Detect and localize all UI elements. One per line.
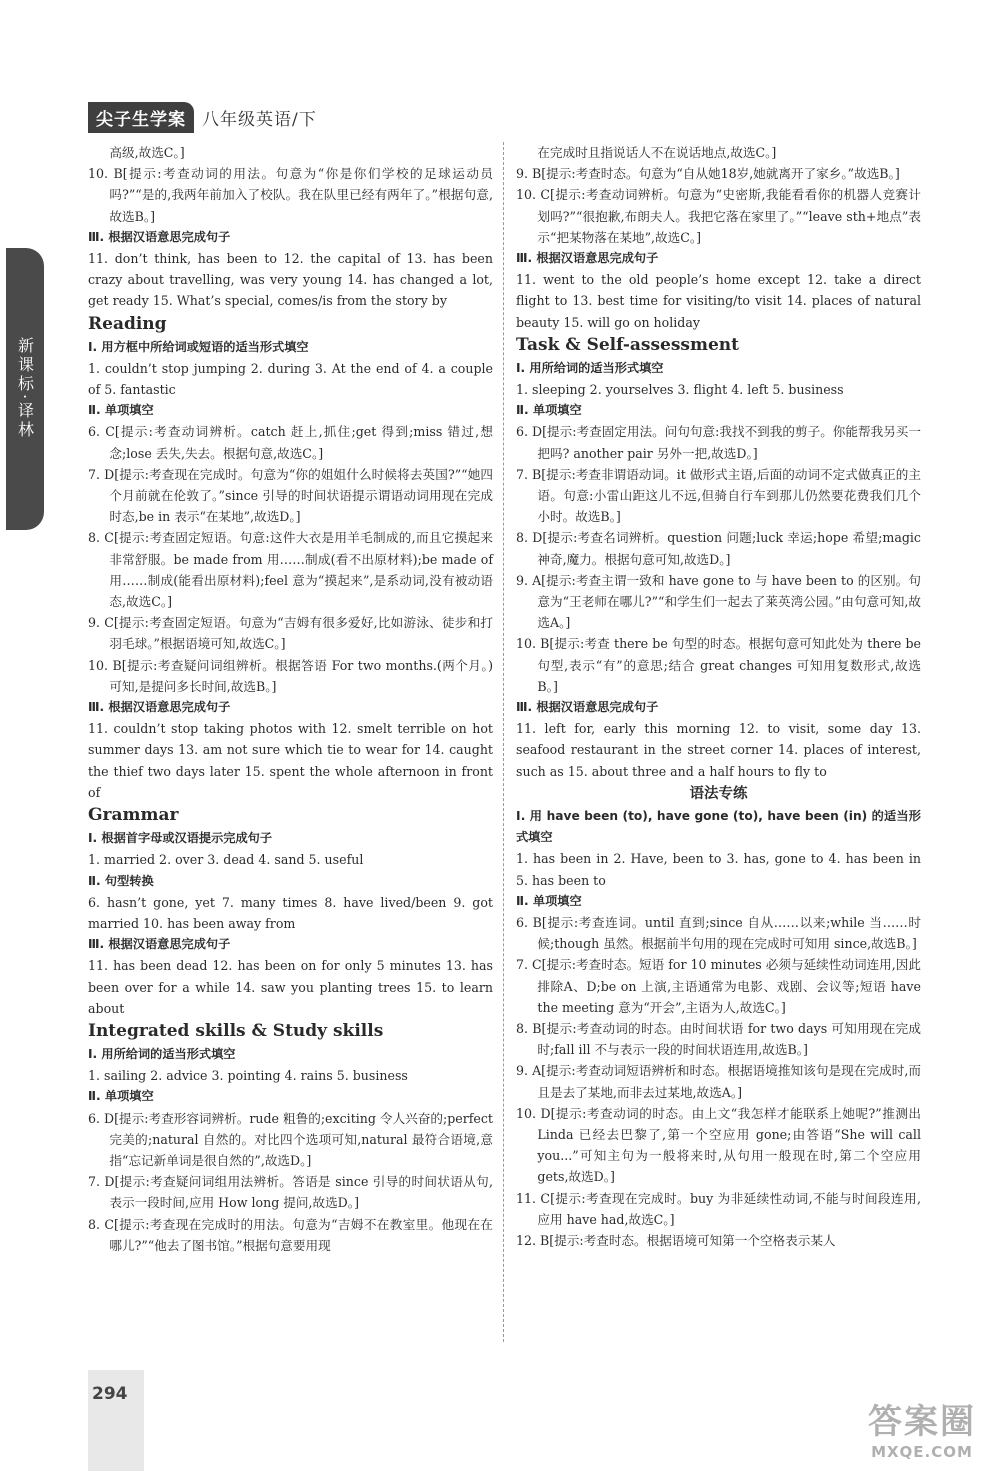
section-title: 语法专练 (689, 785, 748, 802)
exercise-heading: Ⅱ. 单项填空 (88, 1089, 154, 1104)
answer-list: 6. hasn’t gone, yet 7. many times 8. have lived/been 9. got married 10. has been away from (88, 894, 493, 931)
exercise-heading: Ⅲ. 根据汉语意思完成句子 (516, 251, 659, 266)
answer-list: 1. couldn’t stop jumping 2. during 3. At the end of 4. a couple of 5. fantastic (88, 360, 493, 398)
answer-item: 8. C[提示:考查现在完成时的用法。句意为“吉姆不在教室里。他现在在哪儿?”“他去了图书馆。”根据句意要用现 (88, 1216, 493, 1253)
answer-list: 11. don’t think, has been to 12. the capital of 13. has been crazy about travelling, was very young 14. has changed a lot, get ready 15. What’s special, comes/is from the story by (88, 251, 493, 309)
watermark-logo (868, 1394, 976, 1461)
section-title: Grammar (88, 805, 179, 826)
exercise-heading: Ⅰ. 用所给词的适当形式填空 (88, 1046, 236, 1061)
answer-item: 8. B[提示:考查动词的时态。由时间状语 for two days 可知用现在完成时;fall ill 不与表示一段的时间状语连用,故选B。] (516, 1020, 921, 1058)
answer-item: 8. C[提示:考查固定短语。句意:这件大衣是用羊毛制成的,而且它摸起来非常舒服。be made from 用……制成(看不出原材料);be made of 用……制成(能看出原材料);feel 意为“摸起来”,是系动词,没有被动语态,故选C。] (88, 530, 493, 610)
answer-item: 10. B[提示:考查 there be 句型的时态。根据句意可知此处为 there be 句型,表示“有”的意思;结合 great changes 可知用复数形式,故选B。] (516, 636, 921, 694)
answer-item: 10. B[提示:考查动词的用法。句意为“你是你们学校的足球运动员吗?”“是的,我两年前加入了校队。我在队里已经有两年了。”根据句意,故选B。] (88, 166, 493, 224)
answer-list: 1. has been in 2. Have, been to 3. has, gone to 4. has been in 5. has been to (516, 851, 921, 888)
answer-list: 1. married 2. over 3. dead 4. sand 5. useful (88, 852, 364, 868)
answer-item: 6. D[提示:考查固定用法。问句句意:我找不到我的剪子。你能帮我另买一把吗? another pair 另外一把,故选D。] (516, 424, 921, 461)
answer-item: 7. C[提示:考查时态。短语 for 10 minutes 必须与延续性动词连用,因此排除A、D;be on 上演,主语通常为电影、戏剧、会议等;短语 have the meeting 意为“开会”,主语为人,故选C。] (516, 957, 921, 1015)
answer-list: 1. sailing 2. advice 3. pointing 4. rains 5. business (88, 1068, 408, 1084)
answer-item: 10. D[提示:考查动词的时态。由上文“我怎样才能联系上她呢?”推测出 Linda 已经去巴黎了,第一个空应用 gone;由答语“She will call you...”可知主句为一般将来时,从句用一般现在时,第二个空应用 gets,故选D。] (516, 1105, 921, 1185)
answer-list: 11. went to the old people’s home except 12. take a direct flight to 13. best time for visiting/to visit 14. places of natural beauty 15. will go on holiday (516, 272, 921, 330)
answer-item: 6. D[提示:考查形容词辨析。rude 粗鲁的;exciting 令人兴奋的;perfect 完美的;natural 自然的。对比四个选项可知,natural 最符合语境,意指“忘记新单词是很自然的”,故选D。] (88, 1110, 493, 1168)
continued-text: 高级,故选C。] (109, 145, 185, 160)
answer-item: 10. C[提示:考查动词辨析。句意为“史密斯,我能看看你的机器人竞赛计划吗?”“很抱歉,布朗夫人。我把它落在家里了。”“leave sth+地点”表示“把某物落在某地”,故选C。] (516, 187, 921, 245)
section-title: Reading (88, 313, 167, 334)
answer-item: 9. B[提示:考查时态。句意为“自从她18岁,她就离开了家乡。”故选B。] (516, 166, 900, 182)
exercise-heading: Ⅰ. 用方框中所给词或短语的适当形式填空 (88, 339, 309, 354)
answer-item: 8. D[提示:考查名词辨析。question 问题;luck 幸运;hope 希望;magic 神奇,魔力。根据句意可知,故选D。] (516, 530, 921, 567)
exercise-heading: Ⅰ. 根据首字母或汉语提示完成句子 (88, 831, 273, 846)
exercise-heading: Ⅲ. 根据汉语意思完成句子 (88, 937, 231, 952)
watermark-url: MXQE.COM (871, 1443, 973, 1461)
answer-item: 7. B[提示:考查非谓语动词。it 做形式主语,后面的动词不定式做真正的主语。句意:小雷山距这儿不远,但骑自行车到那儿仍然要花费我们几个小时。故选B。] (516, 466, 921, 525)
answer-item: 12. B[提示:考查时态。根据语境可知第一个空格表示某人 (516, 1232, 836, 1248)
exercise-heading: Ⅰ. 用 have been (to), have gone (to), have been (in) 的适当形式填空 (516, 808, 921, 845)
continued-text: 在完成时且指说话人不在说话地点,故选C。] (537, 145, 777, 160)
answer-list: 11. has been dead 12. has been on for only 5 minutes 13. has been over for a while 14. saw you planting trees 15. to learn about (88, 958, 493, 1016)
exercise-heading: Ⅲ. 根据汉语意思完成句子 (516, 700, 659, 715)
answer-item: 7. D[提示:考查现在完成时。句意为“你的姐姐什么时候将去英国?”“她四个月前就在伦敦了。”since 引导的时间状语提示谓语动词用现在完成时态,be in 表示“在某地”,故选D。] (88, 466, 493, 525)
page-number: 294 (92, 1384, 128, 1404)
exercise-heading: Ⅲ. 根据汉语意思完成句子 (88, 229, 231, 244)
answer-item: 9. C[提示:考查固定短语。句意为“吉姆有很多爱好,比如游泳、徒步和打羽毛球。”根据语境可知,故选C。] (88, 615, 493, 652)
exercise-heading: Ⅱ. 句型转换 (88, 873, 154, 888)
exercise-heading: Ⅱ. 单项填空 (88, 403, 154, 418)
section-title: Integrated skills & Study skills (88, 1020, 384, 1041)
column-divider (503, 142, 504, 1342)
exercise-heading: Ⅰ. 用所给词的适当形式填空 (516, 360, 664, 375)
watermark-text: 答案圈 (868, 1402, 976, 1442)
exercise-heading: Ⅱ. 单项填空 (516, 403, 582, 418)
brand-label: 尖子生学案 (88, 102, 194, 133)
page-header (88, 102, 317, 133)
side-tab: 新课标·译林 (6, 248, 44, 530)
answer-item: 9. A[提示:考查动词短语辨析和时态。根据语境推知该句是现在完成时,而且是去了某地,而非去过某地,故选A。] (516, 1063, 921, 1100)
answer-list: 1. sleeping 2. yourselves 3. flight 4. left 5. business (516, 382, 844, 398)
left-column (88, 142, 493, 1256)
answer-item: 9. A[提示:考查主谓一致和 have gone to 与 have been to 的区别。句意为“王老师在哪儿?”“和学生们一起去了莱英湾公园。”由句意可知,故选A。] (516, 572, 921, 631)
answer-item: 6. B[提示:考查连词。until 直到;since 自从……以来;while 当……时候;though 虽然。根据前半句用的现在完成时可知用 since,故选B。] (516, 914, 921, 952)
answer-list: 11. couldn’t stop taking photos with 12. smelt terrible on hot summer days 13. am not sure which tie to wear for 14. caught the thief two days later 15. spent the whole afternoon in front of (88, 721, 493, 800)
section-title: Task & Self-assessment (516, 334, 740, 355)
right-column (516, 142, 921, 1251)
answer-item: 11. C[提示:考查现在完成时。buy 为非延续性动词,不能与时间段连用,应用 have had,故选C。] (516, 1190, 921, 1227)
book-title: 八年级英语/下 (202, 110, 317, 130)
exercise-heading: Ⅲ. 根据汉语意思完成句子 (88, 700, 231, 715)
answer-item: 7. D[提示:考查疑问词组用法辨析。答语是 since 引导的时间状语从句,表示一段时间,应用 How long 提问,故选D。] (88, 1174, 493, 1211)
answer-item: 6. C[提示:考查动词辨析。catch 赶上,抓住;get 得到;miss 错过,想念;lose 丢失,失去。根据句意,故选C。] (88, 424, 493, 461)
answer-list: 11. left for, early this morning 12. to visit, some day 13. seafood restaurant in the street corner 14. places of interest, such as 15. about three and a half hours to fly to (516, 721, 921, 779)
answer-item: 10. B[提示:考查疑问词组辨析。根据答语 For two months.(两个月。)可知,是提问多长时间,故选B。] (88, 657, 493, 694)
exercise-heading: Ⅱ. 单项填空 (516, 893, 582, 908)
